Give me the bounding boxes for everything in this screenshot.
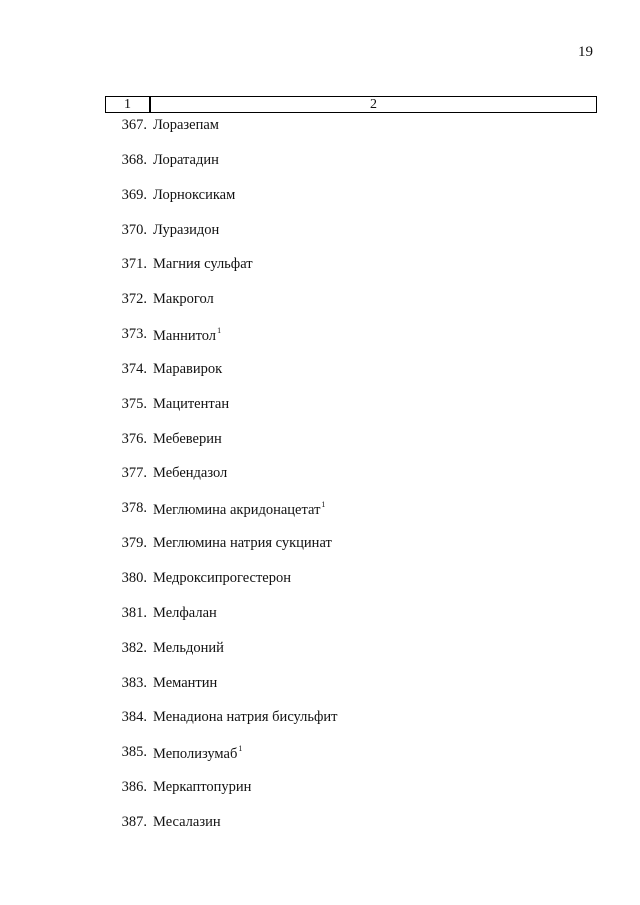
item-name-cell [147,183,235,204]
item-name: Меглюмина натрия сукцинат [153,535,332,552]
item-number: 379. [121,535,147,552]
footnote-marker: 1 [321,500,326,510]
item-name: Мелфалан [153,604,217,621]
item-number: 380. [121,569,147,586]
item-number: 384. [121,709,147,726]
item-number: 377. [121,465,147,482]
item-name: Луразидон [153,221,220,238]
item-number: 374. [121,360,147,377]
list-item [105,113,597,148]
footnote-marker: 1 [217,326,222,336]
item-number: 368. [121,151,147,168]
list-item [105,183,597,218]
list-item [105,496,597,531]
item-name: Маравирок [153,360,223,377]
list-item [105,461,597,496]
item-name: Меркаптопурин [153,779,252,796]
item-name: Лоразепам [153,117,219,133]
list-item [105,636,597,671]
item-name: Лорноксикам [153,186,236,203]
item-name-cell [147,810,221,831]
item-number: 375. [121,395,147,412]
item-number: 383. [121,674,147,691]
item-name: Мебендазол [153,465,228,482]
item-name: Медроксипрогестерон [153,569,291,586]
item-name-cell [147,601,217,622]
item-name: Маннитол [153,328,217,345]
item-name: Месалазин [153,813,221,830]
item-name-cell [147,148,219,169]
list-item [105,218,597,253]
drug-list [105,113,597,845]
item-number: 369. [121,186,147,203]
item-name-cell [147,636,224,657]
item-number: 378. [121,500,147,517]
item-name-cell [147,392,229,413]
list-item [105,810,597,845]
item-name-cell [147,322,221,345]
list-item [105,252,597,287]
item-name-cell [147,671,217,692]
item-name-cell [147,218,219,239]
item-name: Мельдоний [153,639,224,656]
item-name: Меполизумаб [153,746,238,763]
item-name: Макрогол [153,291,214,308]
list-item [105,392,597,427]
item-number: 373. [121,326,147,343]
item-name: Мебеверин [153,430,222,447]
list-item [105,566,597,601]
item-number: 385. [121,744,147,761]
item-name-cell [147,705,338,726]
item-name: Магния сульфат [153,256,253,273]
list-item [105,148,597,183]
list-item [105,671,597,706]
item-name-cell [147,740,242,763]
item-number: 382. [121,639,147,656]
item-name: Меглюмина акридонацетат [153,502,321,519]
item-name-cell [147,496,325,519]
item-name-cell [147,113,219,134]
item-number: 367. [121,117,147,133]
page-number: 19 [578,44,593,60]
list-item [105,357,597,392]
item-name-cell [147,461,227,482]
item-name: Мемантин [153,674,218,691]
item-number: 387. [121,813,147,830]
item-name-cell [147,566,291,587]
list-item [105,287,597,322]
column-header-name: 2 [370,97,377,112]
item-number: 370. [121,221,147,238]
item-number: 376. [121,430,147,447]
item-name-cell [147,357,222,378]
list-item [105,601,597,636]
list-item [105,427,597,462]
item-name: Менадиона натрия бисульфит [153,709,338,726]
list-item [105,322,597,357]
list-item [105,740,597,775]
item-name: Мацитентан [153,395,230,412]
item-name: Лоратадин [153,151,219,168]
footnote-marker: 1 [238,744,243,754]
item-name-cell [147,775,251,796]
item-number: 386. [121,779,147,796]
table-header [105,96,597,113]
column-header-number: 1 [106,97,151,112]
item-name-cell [147,427,222,448]
item-number: 371. [121,256,147,273]
item-number: 372. [121,291,147,308]
list-item [105,531,597,566]
item-number: 381. [121,604,147,621]
item-name-cell [147,287,214,308]
item-name-cell [147,252,253,273]
item-name-cell [147,531,332,552]
list-item [105,705,597,740]
list-item [105,775,597,810]
